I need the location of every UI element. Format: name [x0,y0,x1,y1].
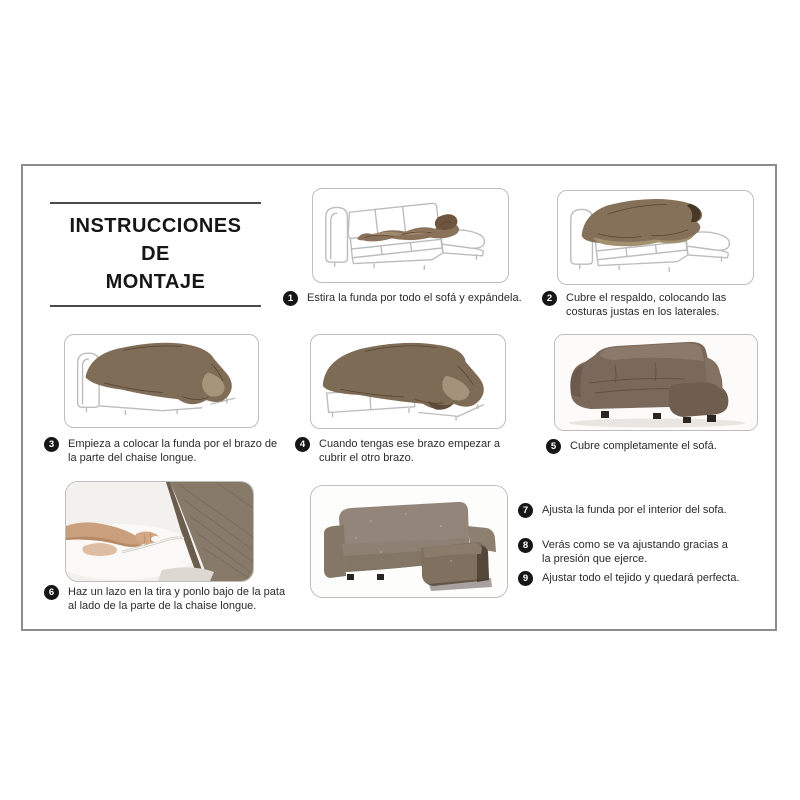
step-3-badge: 3 [44,437,59,452]
cover-drape [85,343,231,405]
step-9-badge: 9 [518,571,533,586]
step7-caption [518,504,727,518]
step2-illustration-panel [557,190,754,285]
title-line-2: DE [141,243,170,265]
step2-sofa-lineart-cover-on-back [558,191,753,284]
step3-illustration-panel [64,334,259,428]
title-bottom-rule [50,305,261,307]
step-5-badge: 5 [546,439,561,454]
step5-illustration-panel [554,334,758,431]
page-title [50,204,261,305]
step4-caption [295,438,511,465]
step1-caption [283,292,522,306]
step3-text: Empieza a colocar la funda por el brazo de la parte del chaise longue. [68,438,278,464]
step-8-badge: 8 [518,538,533,553]
step3-caption [44,438,280,465]
step-4-badge: 4 [295,437,310,452]
step6-illustration-panel [65,481,254,582]
cover-draped-on-backrest [582,199,703,246]
step5-text: Cubre completamente el sofá. [570,440,717,452]
step2-caption [542,292,748,319]
step5-caption [546,440,717,454]
step8-caption [518,539,737,566]
instruction-sheet [21,164,777,631]
step-1-badge: 1 [283,291,298,306]
step6-caption [44,586,288,613]
title-line-1: INSTRUCCIONES [69,215,242,237]
step4-text: Cuando tengas ese brazo empezar a cubrir el otro brazo. [319,438,501,464]
step6-text: Haz un lazo en la tira y ponlo bajo de la pata al lado de la parte de la chaise longue. [68,586,286,612]
finished-sofa-photo [311,486,507,597]
step-7-badge: 7 [518,503,533,518]
step7-text: Ajusta la funda por el interior del sofa. [542,504,727,516]
step9-text: Ajustar todo el tejido y quedará perfecta. [542,572,740,584]
step3-sofa-cover-over-chaise-arm [65,335,258,427]
step5-covered-sofa-photo [555,335,757,430]
step8-text: Verás como se va ajustando gracias a la presión que ejerce. [542,539,728,565]
step1-illustration-panel [312,188,509,283]
step4-illustration-panel [310,334,506,429]
step1-sofa-lineart-cover-rolled [313,189,508,282]
step2-text: Cubre el respaldo, colocando las costuras justas en los laterales. [566,292,727,318]
step6-hand-tying-strap-photo [66,482,253,581]
step9-caption [518,572,740,586]
step1-text: Estira la funda por todo el sofá y expándela. [307,292,522,304]
title-line-3: MONTAJE [105,271,206,293]
step-2-badge: 2 [542,291,557,306]
left-arm [324,525,346,578]
title-block [50,202,261,307]
step-6-badge: 6 [44,585,59,600]
step4-sofa-cover-both-arms [311,335,505,428]
finished-sofa-photo-panel [310,485,508,598]
